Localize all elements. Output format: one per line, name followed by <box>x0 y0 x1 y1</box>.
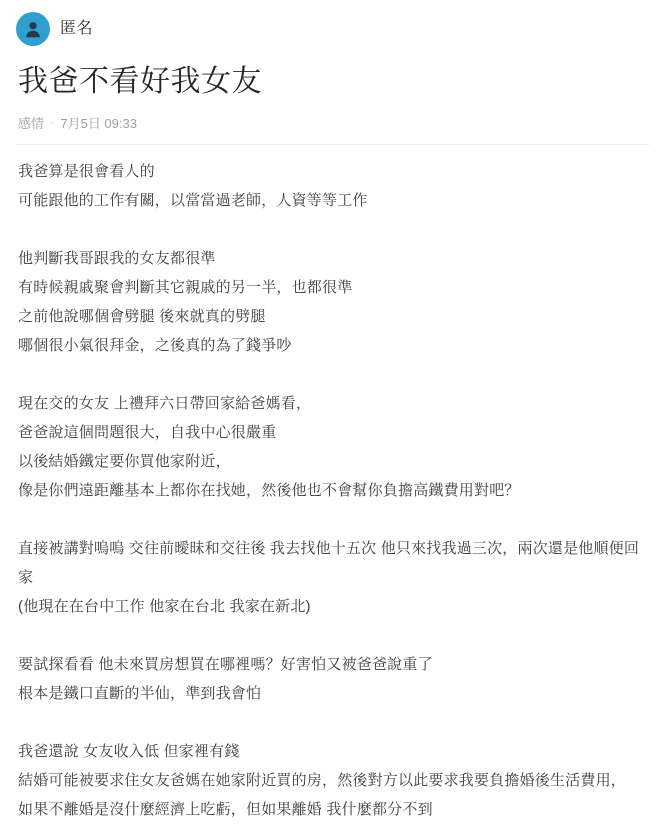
post-line: 爸爸說這個問題很大，自我中心很嚴重 <box>18 424 277 441</box>
avatar[interactable] <box>16 12 50 46</box>
author-bar <box>0 0 665 52</box>
post-line: 結婚可能被要求住女友爸媽在她家附近買的房，然後對方以此要求我要負擔婚後生活費用， <box>18 772 627 789</box>
page-title: 我爸不看好我女友 <box>18 65 262 98</box>
post-line: 我爸算是很會看人的 <box>18 163 155 180</box>
post-line: 以後結婚鐵定要你買他家附近， <box>18 453 231 470</box>
board-label[interactable]: 感情 <box>18 116 45 131</box>
user-silhouette-icon <box>22 18 44 40</box>
post-line: 要試探看看 他未來買房想買在哪裡嗎？好害怕又被爸爸說重了 <box>18 656 433 673</box>
post-line: 可能跟他的工作有關，以當當過老師，人資等等工作 <box>18 192 368 209</box>
post-meta <box>0 101 665 132</box>
post-body <box>0 145 665 824</box>
post-line: 如果不離婚是沒什麼經濟上吃虧，但如果離婚 我什麼都分不到 <box>18 801 433 818</box>
post-line: 我爸還說 女友收入低 但家裡有錢 <box>18 743 240 760</box>
author-name: 匿名 <box>60 20 94 37</box>
post-line: (他現在在台中工作 他家在台北 我家在新北) <box>18 598 311 615</box>
post-line: 他判斷我哥跟我的女友都很準 <box>18 250 216 267</box>
paragraph-gap <box>18 505 647 534</box>
paragraph-gap <box>18 708 647 737</box>
paragraph-gap <box>18 360 647 389</box>
paragraph-gap <box>18 621 647 650</box>
post-line: 根本是鐵口直斷的半仙，準到我會怕 <box>18 685 262 702</box>
meta-separator: · <box>50 115 55 130</box>
post-line: 有時候親戚聚會判斷其它親戚的另一半，也都很準 <box>18 279 353 296</box>
post-line: 現在交的女友 上禮拜六日帶回家給爸媽看， <box>18 395 312 412</box>
post-line: 像是你們遠距離基本上都你在找她，然後他也不會幫你負擔高鐵費用對吧？ <box>18 482 520 499</box>
post-line: 哪個很小氣很拜金，之後真的為了錢爭吵 <box>18 337 292 354</box>
post-line: 直接被講對嗚嗚 交往前曖昧和交往後 我去找他十五次 他只來找我過三次，兩次還是他順便回家 <box>18 540 640 586</box>
post-timestamp: 7月5日 09:33 <box>60 116 137 131</box>
paragraph-gap <box>18 215 647 244</box>
post-line: 之前他說哪個會劈腿 後來就真的劈腿 <box>18 308 266 325</box>
